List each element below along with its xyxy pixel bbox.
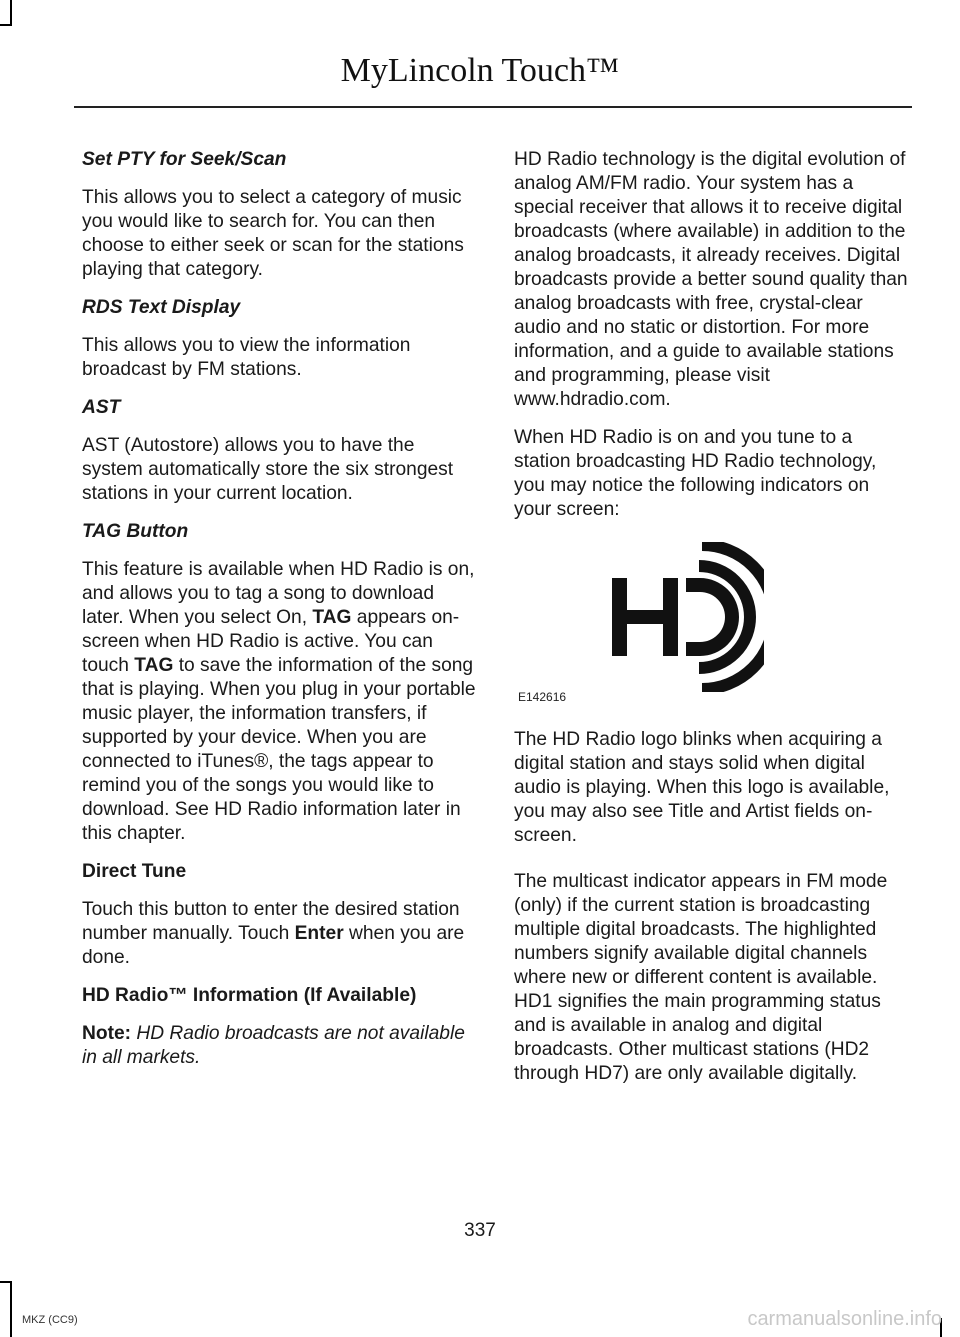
footer-model: MKZ (CC9): [22, 1314, 78, 1326]
tag-bold-1: TAG: [312, 607, 352, 628]
crop-mark-bottom-left-vertical: [10, 1281, 12, 1337]
tag-text-part-1: This feature is available when HD Radio is on, and allows you to tag a song to download later. When you select On,: [82, 559, 475, 628]
note: [82, 1022, 478, 1070]
hd-indicators-paragraph: When HD Radio is on and you tune to a station broadcasting HD Radio technology, you may notice the following indicators on your screen:: [514, 427, 877, 520]
right-column: [514, 148, 910, 1100]
tag-bold-2: TAG: [134, 655, 174, 676]
pty-heading: Set PTY for Seek/Scan: [82, 149, 287, 170]
page-title: MyLincoln Touch™: [340, 52, 620, 89]
note-label: Note:: [82, 1023, 132, 1044]
rds-text: This allows you to view the information broadcast by FM stations.: [82, 335, 411, 380]
hd-intro-paragraph: HD Radio technology is the digital evolution of analog AM/FM radio. Your system has a special receiver that allows it to receive digital broadcasts (where available) in addition to the analog broadcasts, it already receives. Digital broadcasts provide a better sound quality than analog broadcasts with free, crystal-clear audio and no static or distortion. For more information, and a guide to available stations and programming, please visit www.hdradio.com.: [514, 149, 908, 410]
direct-tune-heading: Direct Tune: [82, 861, 187, 882]
direct-text-part-1: Touch this button to enter the desired station number manually. Touch: [82, 899, 460, 944]
page-number: 337: [464, 1220, 496, 1241]
crop-mark-top-left-vertical: [10, 0, 12, 26]
hd-logo-paragraph: The HD Radio logo blinks when acquiring a digital station and stays solid when digital audio is playing. When this logo is available, you may also see Title and Artist fields on-screen.: [514, 729, 890, 846]
crop-mark-bottom-left-horizontal: [0, 1281, 12, 1283]
direct-enter-bold: Enter: [294, 923, 344, 944]
pty-text: This allows you to select a category of music you would like to search for. You can then choose to either seek or scan for the stations playing that category.: [82, 187, 464, 280]
left-column: [82, 148, 478, 1084]
rds-heading: RDS Text Display: [82, 297, 241, 318]
ast-heading: AST: [82, 397, 121, 418]
header-divider: [74, 106, 912, 108]
crop-mark-top-left-horizontal: [0, 24, 12, 26]
multicast-paragraph: The multicast indicator appears in FM mode (only) if the current station is broadcasting multiple digital broadcasts. The highlighted numbers signify available digital channels where new or different content is available. HD1 signifies the main programming status and is available in analog and digital broadcasts. Other multicast stations (HD2 through HD7) are only available digitally.: [514, 871, 888, 1084]
tag-text: [82, 558, 478, 846]
footer-watermark: carmanualsonline.info: [747, 1308, 942, 1330]
tag-heading: TAG Button: [82, 521, 189, 542]
figure-id: E142616: [518, 690, 567, 704]
hd-radio-logo-icon: [594, 542, 764, 692]
direct-text-part-2: when you are done.: [82, 923, 465, 968]
note-text: HD Radio broadcasts are not available in all markets.: [82, 1023, 465, 1068]
hd-radio-heading: HD Radio™ Information (If Available): [82, 985, 417, 1006]
ast-text: AST (Autostore) allows you to have the system automatically store the six strongest stations in your current location.: [82, 435, 454, 504]
direct-tune-text: [82, 898, 478, 970]
tag-text-part-2: appears on-screen when HD Radio is active. You can touch: [82, 607, 460, 676]
hd-logo-figure: [514, 536, 910, 714]
tag-text-part-3: to save the information of the song that is playing. When you plug in your portable music player, the information transfers, if supported by your device. When you are connected to iTunes®, the tags appear to remind you of the songs you would like to download. See HD Radio information later in this chapter.: [82, 655, 476, 844]
